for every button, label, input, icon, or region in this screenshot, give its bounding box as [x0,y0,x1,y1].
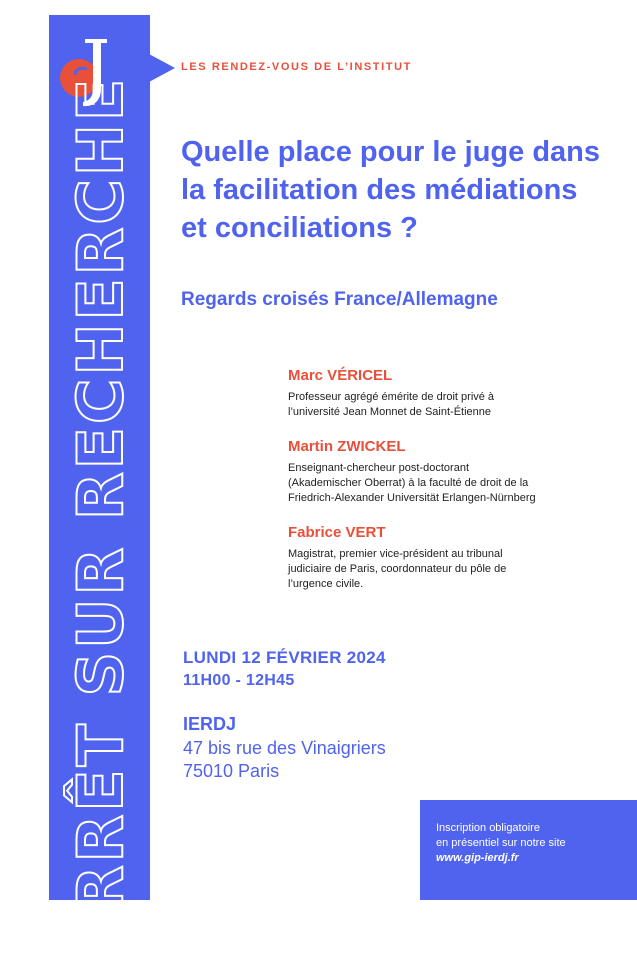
event-time: 11H00 - 12H45 [183,672,295,689]
event-title: Quelle place pour le juge dans la facilitation des médiations et conciliations ? [181,136,600,244]
speaker-role-line: l’urgence civile. [288,578,364,590]
speaker-role-line: Friedrich-Alexander Universität Erlangen-Nürnberg [288,492,536,504]
speaker-item [288,438,608,506]
inscription-line: en présentiel sur notre site [436,837,566,849]
venue-address [183,737,386,783]
vertical-title [63,75,137,964]
address-line: 47 bis rue des Vinaigriers [183,738,386,758]
website-link[interactable]: www.gip-ierdj.fr [436,852,519,864]
speaker-name: Marc VÉRICEL [288,367,393,384]
speakers-list [288,367,608,610]
speaker-role-line: l’université Jean Monnet de Saint-Étienne [288,406,492,418]
series-label: LES RENDEZ-VOUS DE L’INSTITUT [181,61,412,73]
event-subtitle: Regards croisés France/Allemagne [181,289,498,310]
speaker-role-line: Professeur agrégé émérite de droit privé à [288,391,495,403]
speaker-role-line: Magistrat, premier vice-président au tribunal [288,548,503,560]
speaker-name: Fabrice VERT [288,524,386,541]
vertical-title-text: ARRÊT SUR RECHERCHE [63,75,137,964]
speaker-role-line: Enseignant-chercheur post-doctorant [288,462,469,474]
speaker-item [288,367,608,420]
inscription-box [420,800,637,900]
inscription-line: Inscription obligatoire [436,822,540,834]
venue-name: IERDJ [183,714,237,734]
address-line: 75010 Paris [183,761,280,781]
speaker-item [288,524,608,592]
speaker-role-line: judiciaire de Paris, coordonnateur du pôle de [288,563,507,575]
event-date: LUNDI 12 FÉVRIER 2024 [183,648,386,667]
speaker-name: Martin ZWICKEL [288,438,406,455]
speaker-role-line: (Akademischer Oberrat) à la faculté de droit de la [288,477,529,489]
series-flag [149,54,175,82]
